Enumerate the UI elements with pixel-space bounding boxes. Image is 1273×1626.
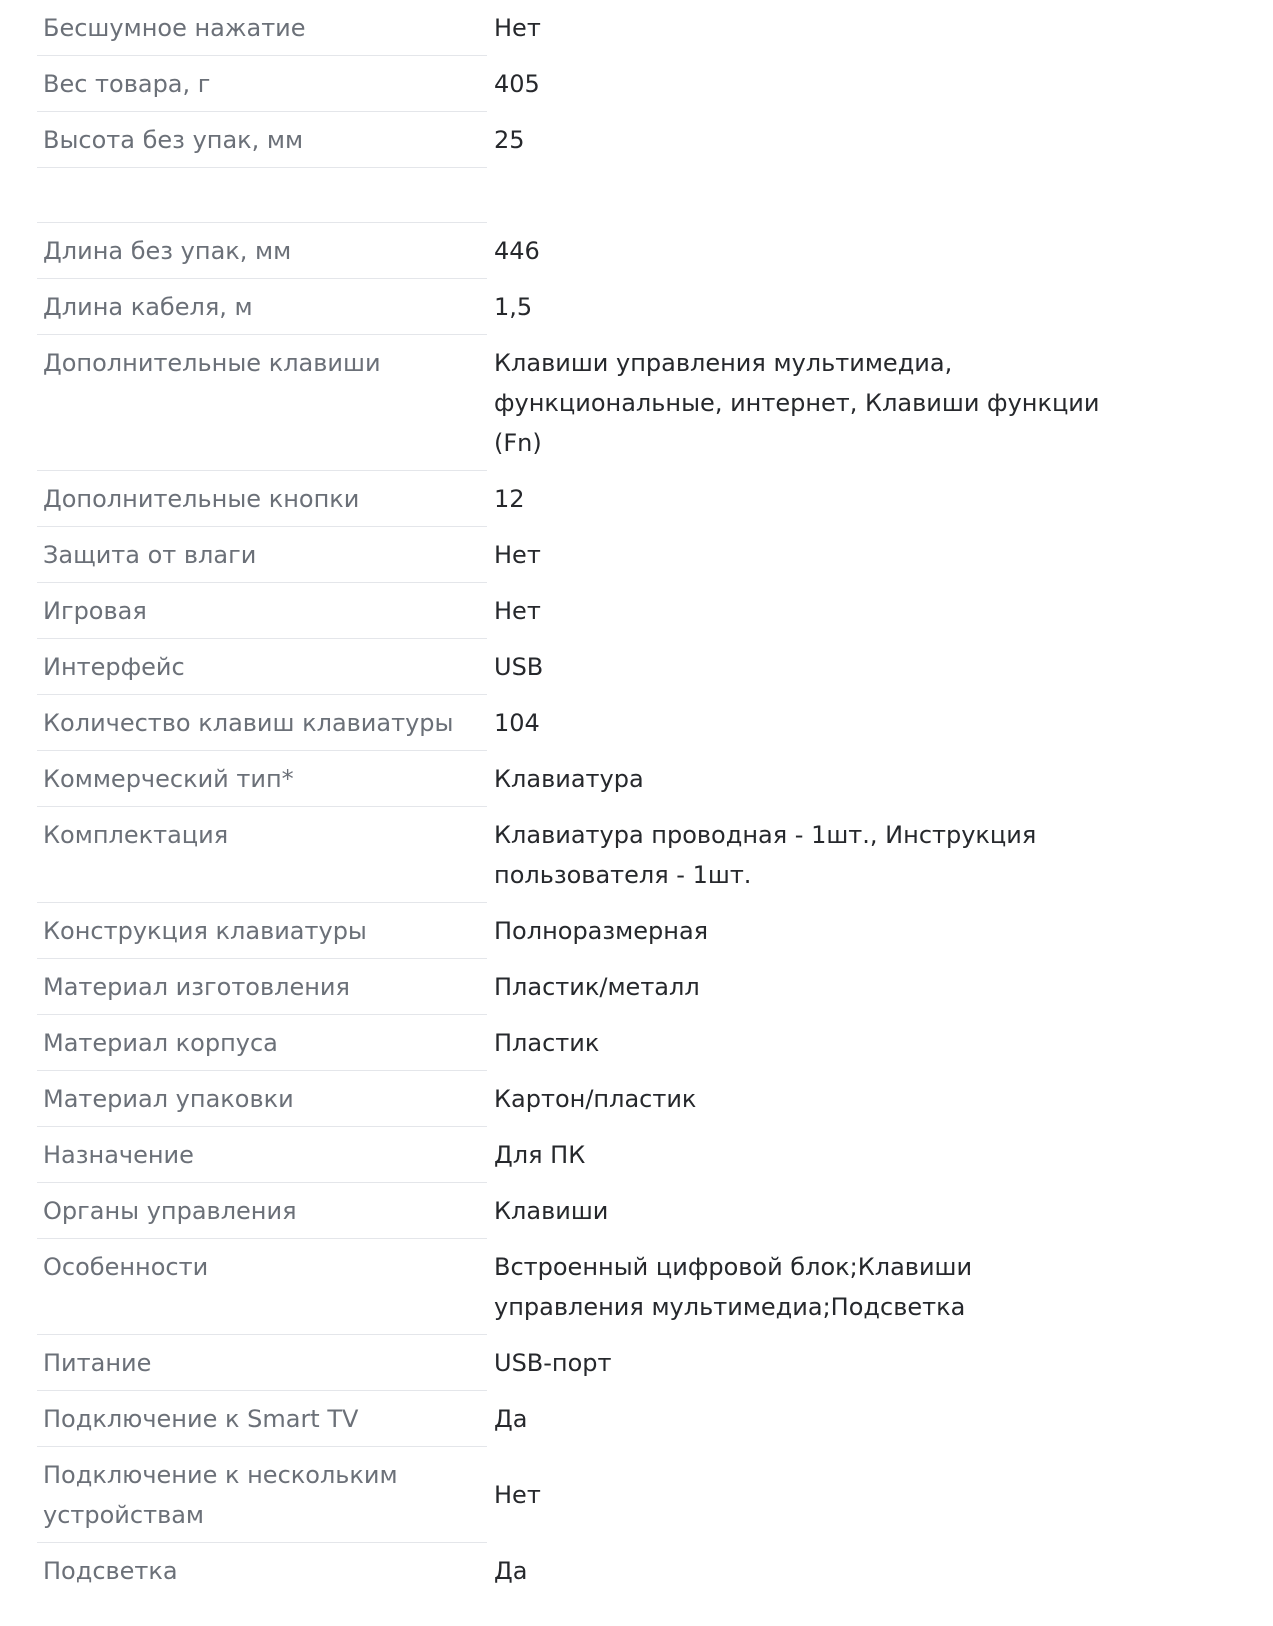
- spec-value: 405: [494, 70, 540, 98]
- spec-row-multi-device: [37, 1447, 1273, 1543]
- spec-label: Материал корпуса: [43, 1029, 278, 1057]
- spec-value: Полноразмерная: [494, 917, 709, 945]
- spec-value: Клавиатура проводная - 1шт., Инструкция пользователя - 1шт.: [494, 821, 1037, 889]
- spec-value: Пластик/металл: [494, 973, 700, 1001]
- spec-row-key-count: [37, 695, 1273, 751]
- spec-value: Нет: [494, 541, 541, 569]
- spec-value: Для ПК: [494, 1141, 586, 1169]
- spec-label: Игровая: [43, 597, 147, 625]
- spec-row-keyboard-design: [37, 903, 1273, 959]
- spec-label: Дополнительные клавиши: [43, 349, 381, 377]
- spec-row-length: [37, 223, 1273, 279]
- spec-row-package-contents: [37, 807, 1273, 903]
- spec-row-purpose: [37, 1127, 1273, 1183]
- spec-value: Пластик: [494, 1029, 600, 1057]
- spec-row-body-material: [37, 1015, 1273, 1071]
- spec-row-weight: [37, 56, 1273, 112]
- spec-value: Нет: [494, 597, 541, 625]
- spec-label: Подключение к нескольким устройствам: [43, 1461, 398, 1529]
- spec-value: 446: [494, 237, 540, 265]
- spec-value: Клавиатура: [494, 765, 644, 793]
- spec-label: Длина кабеля, м: [43, 293, 253, 321]
- spec-label: Защита от влаги: [43, 541, 257, 569]
- spec-value: [487, 188, 1107, 204]
- spec-row-moisture-protection: [37, 527, 1273, 583]
- spec-label: Вес товара, г: [43, 70, 211, 98]
- spec-value: USB-порт: [494, 1349, 612, 1377]
- spec-value: USB: [494, 653, 544, 681]
- spec-row-silent-keys: [37, 0, 1273, 56]
- spec-row-interface: [37, 639, 1273, 695]
- spec-label: Назначение: [43, 1141, 194, 1169]
- spec-row-controls: [37, 1183, 1273, 1239]
- spec-value: Картон/пластик: [494, 1085, 697, 1113]
- spec-row-commercial-type: [37, 751, 1273, 807]
- spec-label: Конструкция клавиатуры: [43, 917, 367, 945]
- spec-value: Нет: [494, 1481, 541, 1509]
- spec-value: Нет: [494, 14, 541, 42]
- spec-value: Клавиши управления мультимедиа, функциональные, интернет, Клавиши функции (Fn): [494, 349, 1100, 457]
- spec-row-smart-tv: [37, 1391, 1273, 1447]
- spec-label: Материал упаковки: [43, 1085, 294, 1113]
- spec-label: Подключение к Smart TV: [43, 1405, 359, 1433]
- spec-value: 1,5: [494, 293, 533, 321]
- spec-label: Высота без упак, мм: [43, 126, 304, 154]
- spec-label: Материал изготовления: [43, 973, 350, 1001]
- spec-label: Дополнительные кнопки: [43, 485, 360, 513]
- spec-row-extra-keys: [37, 335, 1273, 471]
- spec-label: Органы управления: [43, 1197, 297, 1225]
- spec-label: Количество клавиш клавиатуры: [43, 709, 454, 737]
- specifications-table: [37, 0, 1273, 1599]
- spec-row-features: [37, 1239, 1273, 1335]
- spec-value: Да: [494, 1557, 528, 1585]
- spec-value: 104: [494, 709, 540, 737]
- spec-label: Подсветка: [43, 1557, 178, 1585]
- spec-label: [37, 188, 487, 204]
- spec-value: Встроенный цифровой блок;Клавиши управления мультимедиа;Подсветка: [494, 1253, 973, 1321]
- spec-row-height: [37, 112, 1273, 168]
- spec-label: Особенности: [43, 1253, 209, 1281]
- spec-value: Да: [494, 1405, 528, 1433]
- spec-label: Интерфейс: [43, 653, 185, 681]
- spec-row-gaming: [37, 583, 1273, 639]
- spec-label: Коммерческий тип*: [43, 765, 294, 793]
- spec-row-cable-length: [37, 279, 1273, 335]
- spec-value: 12: [494, 485, 525, 513]
- spec-value: Клавиши: [494, 1197, 609, 1225]
- spec-label: Комплектация: [43, 821, 229, 849]
- spec-label: Питание: [43, 1349, 152, 1377]
- spec-row-power: [37, 1335, 1273, 1391]
- spec-row-extra-buttons: [37, 471, 1273, 527]
- spec-value: 25: [494, 126, 525, 154]
- spec-label: Длина без упак, мм: [43, 237, 292, 265]
- spec-row-packaging-material: [37, 1071, 1273, 1127]
- spec-row-empty: [37, 168, 1273, 223]
- spec-row-material: [37, 959, 1273, 1015]
- spec-label: Бесшумное нажатие: [43, 14, 306, 42]
- spec-row-backlight: [37, 1543, 1273, 1599]
